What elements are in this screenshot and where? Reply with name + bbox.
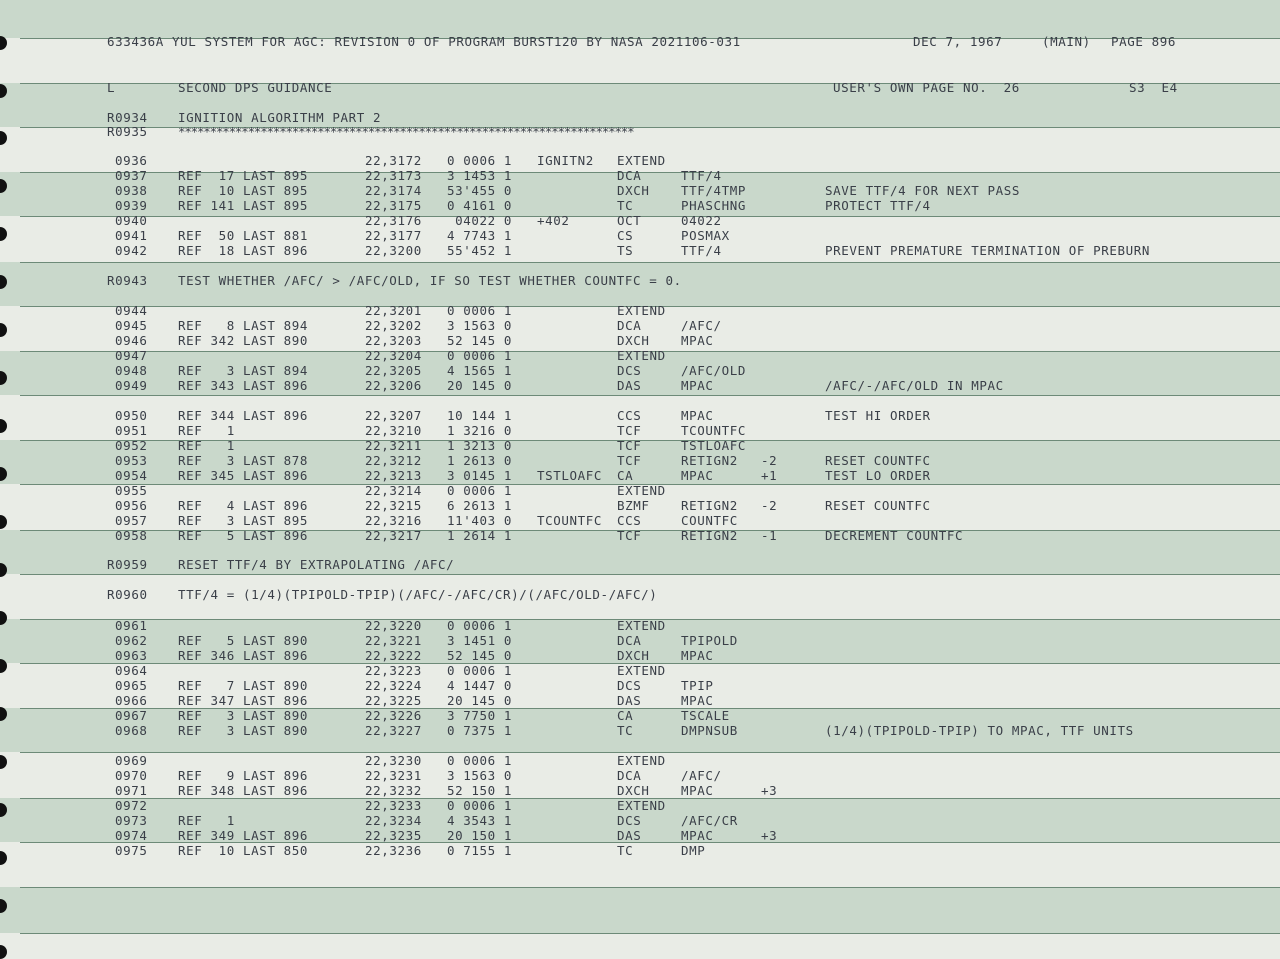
memory-address: 22,3234	[365, 813, 422, 828]
cross-reference: REF 5 LAST 890	[178, 633, 309, 648]
cross-reference: REF 345 LAST 896	[178, 468, 309, 483]
operand: TSCALE	[681, 708, 730, 723]
code-label: TCOUNTFC	[537, 513, 603, 528]
operand: MPAC	[681, 408, 714, 423]
memory-address: 22,3174	[365, 183, 422, 198]
listing-title: 633436A YUL SYSTEM FOR AGC: REVISION 0 OF PROGRAM BURST120 BY NASA 2021106-031	[107, 34, 741, 49]
opcode: DCA	[617, 318, 642, 333]
listing-section: (MAIN)	[1042, 34, 1091, 49]
opcode: DCS	[617, 363, 642, 378]
operand: COUNTFC	[681, 513, 738, 528]
page-number: PAGE 896	[1111, 34, 1177, 49]
memory-address: 22,3220	[365, 618, 422, 633]
octal-code: 55'452 1	[447, 243, 513, 258]
remark-text: TEST WHETHER /AFC/ > /AFC/OLD, IF SO TEST WHETHER COUNTFC = 0.	[178, 273, 682, 288]
opcode: DXCH	[617, 648, 650, 663]
line-number: 0944	[115, 303, 148, 318]
code-label: IGNITN2	[537, 153, 594, 168]
listing-row	[0, 814, 1280, 829]
line-number: 0940	[115, 213, 148, 228]
operand-modifier: +3	[761, 783, 778, 798]
line-number: 0953	[115, 453, 148, 468]
octal-code: 20 145 0	[447, 378, 513, 393]
octal-code: 0 7155 1	[447, 843, 513, 858]
memory-address: 22,3204	[365, 348, 422, 363]
octal-code: 52 150 1	[447, 783, 513, 798]
memory-address: 22,3172	[365, 153, 422, 168]
section-title: SECOND DPS GUIDANCE	[178, 80, 333, 95]
code-label: +402	[537, 213, 570, 228]
code-comment: RESET COUNTFC	[825, 453, 931, 468]
feed-hole-icon	[0, 36, 7, 50]
operand: /AFC/	[681, 768, 722, 783]
cross-reference: REF 5 LAST 896	[178, 528, 309, 543]
opcode: DAS	[617, 378, 642, 393]
octal-code: 3 7750 1	[447, 708, 513, 723]
octal-code: 53'455 0	[447, 183, 513, 198]
opcode: EXTEND	[617, 798, 666, 813]
octal-code: 04022 0	[447, 213, 513, 228]
code-comment: TEST LO ORDER	[825, 468, 931, 483]
cross-reference: REF 342 LAST 890	[178, 333, 309, 348]
feed-hole-icon	[0, 131, 7, 145]
operand: TTF/4TMP	[681, 183, 747, 198]
opcode: DCS	[617, 678, 642, 693]
cross-reference: REF 50 LAST 881	[178, 228, 309, 243]
line-number: 0946	[115, 333, 148, 348]
listing-row	[0, 619, 1280, 634]
memory-address: 22,3224	[365, 678, 422, 693]
operand: POSMAX	[681, 228, 730, 243]
opcode: DXCH	[617, 333, 650, 348]
opcode: EXTEND	[617, 753, 666, 768]
octal-code: 1 2613 0	[447, 453, 513, 468]
opcode: EXTEND	[617, 348, 666, 363]
opcode: BZMF	[617, 498, 650, 513]
listing-row	[0, 484, 1280, 499]
line-number: 0961	[115, 618, 148, 633]
opcode: TC	[617, 843, 634, 858]
operand: RETIGN2	[681, 528, 738, 543]
listing-row	[0, 709, 1280, 724]
memory-address: 22,3217	[365, 528, 422, 543]
line-number: 0975	[115, 843, 148, 858]
operand: MPAC	[681, 468, 714, 483]
listing-row	[0, 214, 1280, 229]
listing-row	[0, 199, 1280, 214]
opcode: TC	[617, 723, 634, 738]
line-number: 0965	[115, 678, 148, 693]
line-number: 0951	[115, 423, 148, 438]
opcode: TCF	[617, 438, 642, 453]
octal-code: 52 145 0	[447, 333, 513, 348]
listing-row	[0, 469, 1280, 484]
opcode: CCS	[617, 408, 642, 423]
cross-reference: REF 141 LAST 895	[178, 198, 309, 213]
listing-row	[0, 529, 1280, 544]
code-comment: /AFC/-/AFC/OLD IN MPAC	[825, 378, 1004, 393]
opcode: DCA	[617, 633, 642, 648]
memory-address: 22,3230	[365, 753, 422, 768]
rule-line	[20, 574, 1280, 575]
listing-row	[0, 769, 1280, 784]
octal-code: 0 0006 1	[447, 798, 513, 813]
code-label: TSTLOAFC	[537, 468, 603, 483]
listing-row	[0, 499, 1280, 514]
memory-address: 22,3213	[365, 468, 422, 483]
listing-row	[0, 169, 1280, 184]
line-number: 0936	[115, 153, 148, 168]
octal-code: 0 0006 1	[447, 348, 513, 363]
memory-address: 22,3235	[365, 828, 422, 843]
listing-row	[0, 784, 1280, 799]
line-number: 0956	[115, 498, 148, 513]
operand: MPAC	[681, 378, 714, 393]
operand-modifier: -2	[761, 498, 778, 513]
line-number: 0952	[115, 438, 148, 453]
operand: TTF/4	[681, 243, 722, 258]
operand: MPAC	[681, 783, 714, 798]
opcode: TS	[617, 243, 634, 258]
memory-address: 22,3221	[365, 633, 422, 648]
memory-address: 22,3231	[365, 768, 422, 783]
octal-code: 4 7743 1	[447, 228, 513, 243]
listing-row	[0, 694, 1280, 709]
memory-address: 22,3173	[365, 168, 422, 183]
line-number: 0971	[115, 783, 148, 798]
listing-row	[0, 409, 1280, 424]
operand-modifier: +3	[761, 828, 778, 843]
line-number: 0969	[115, 753, 148, 768]
octal-code: 0 0006 1	[447, 483, 513, 498]
rule-line	[20, 933, 1280, 934]
octal-code: 1 3213 0	[447, 438, 513, 453]
cross-reference: REF 346 LAST 896	[178, 648, 309, 663]
cross-reference: REF 3 LAST 890	[178, 708, 309, 723]
operand: MPAC	[681, 333, 714, 348]
green-band	[0, 887, 1280, 933]
opcode: TCF	[617, 423, 642, 438]
line-number: 0949	[115, 378, 148, 393]
line-number: 0954	[115, 468, 148, 483]
users-page-number: USER'S OWN PAGE NO. 26	[833, 80, 1020, 95]
log-marker: L	[107, 80, 116, 95]
operand: MPAC	[681, 648, 714, 663]
line-number: 0964	[115, 663, 148, 678]
cross-reference: REF 1	[178, 813, 235, 828]
line-number: 0973	[115, 813, 148, 828]
listing-row	[0, 649, 1280, 664]
memory-address: 22,3201	[365, 303, 422, 318]
line-number: 0942	[115, 243, 148, 258]
listing-row	[0, 349, 1280, 364]
octal-code: 0 0006 1	[447, 618, 513, 633]
remark-line-number: R0959	[107, 557, 148, 572]
listing-row	[0, 379, 1280, 394]
cross-reference: REF 17 LAST 895	[178, 168, 309, 183]
cross-reference: REF 9 LAST 896	[178, 768, 309, 783]
octal-code: 0 0006 1	[447, 753, 513, 768]
octal-code: 52 145 0	[447, 648, 513, 663]
code-comment: (1/4)(TPIPOLD-TPIP) TO MPAC, TTF UNITS	[825, 723, 1134, 738]
cross-reference: REF 343 LAST 896	[178, 378, 309, 393]
cross-reference: REF 1	[178, 438, 235, 453]
opcode: EXTEND	[617, 618, 666, 633]
opcode: CCS	[617, 513, 642, 528]
rule-line	[20, 887, 1280, 888]
code-comment: PROTECT TTF/4	[825, 198, 931, 213]
cross-reference: REF 7 LAST 890	[178, 678, 309, 693]
opcode: CA	[617, 468, 634, 483]
line-number: 0957	[115, 513, 148, 528]
octal-code: 0 7375 1	[447, 723, 513, 738]
code-comment: DECREMENT COUNTFC	[825, 528, 964, 543]
operand: 04022	[681, 213, 722, 228]
cross-reference: REF 348 LAST 896	[178, 783, 309, 798]
memory-address: 22,3233	[365, 798, 422, 813]
memory-address: 22,3211	[365, 438, 422, 453]
code-comment: TEST HI ORDER	[825, 408, 931, 423]
operand: DMPNSUB	[681, 723, 738, 738]
operand: RETIGN2	[681, 453, 738, 468]
opcode: TCF	[617, 453, 642, 468]
octal-code: 4 1447 0	[447, 678, 513, 693]
memory-address: 22,3214	[365, 483, 422, 498]
cross-reference: REF 344 LAST 896	[178, 408, 309, 423]
opcode: DXCH	[617, 783, 650, 798]
listing-date: DEC 7, 1967	[913, 34, 1003, 49]
octal-code: 20 145 0	[447, 693, 513, 708]
memory-address: 22,3210	[365, 423, 422, 438]
memory-address: 22,3223	[365, 663, 422, 678]
line-number: 0974	[115, 828, 148, 843]
listing-row	[0, 829, 1280, 844]
operand: /AFC/OLD	[681, 363, 747, 378]
octal-code: 1 3216 0	[447, 423, 513, 438]
memory-address: 22,3215	[365, 498, 422, 513]
remark-text: IGNITION ALGORITHM PART 2	[178, 110, 382, 125]
cross-reference: REF 18 LAST 896	[178, 243, 309, 258]
octal-code: 6 2613 1	[447, 498, 513, 513]
opcode: DAS	[617, 693, 642, 708]
line-number: 0945	[115, 318, 148, 333]
line-number: 0968	[115, 723, 148, 738]
listing-row	[0, 304, 1280, 319]
octal-code: 20 150 1	[447, 828, 513, 843]
code-comment: RESET COUNTFC	[825, 498, 931, 513]
remark-line-number: R0943	[107, 273, 148, 288]
octal-code: 1 2614 1	[447, 528, 513, 543]
octal-code: 0 0006 1	[447, 153, 513, 168]
opcode: OCT	[617, 213, 642, 228]
line-number: 0948	[115, 363, 148, 378]
operand-modifier: -1	[761, 528, 778, 543]
memory-address: 22,3206	[365, 378, 422, 393]
opcode: DAS	[617, 828, 642, 843]
octal-code: 0 0006 1	[447, 663, 513, 678]
cross-reference: REF 349 LAST 896	[178, 828, 309, 843]
opcode: CA	[617, 708, 634, 723]
line-number: 0970	[115, 768, 148, 783]
operand: /AFC/	[681, 318, 722, 333]
opcode: EXTEND	[617, 303, 666, 318]
opcode: DCA	[617, 768, 642, 783]
line-number: 0966	[115, 693, 148, 708]
cross-reference: REF 1	[178, 423, 235, 438]
listing-row	[0, 724, 1280, 739]
memory-address: 22,3222	[365, 648, 422, 663]
listing-row	[0, 439, 1280, 454]
opcode: DCS	[617, 813, 642, 828]
operand: TPIPOLD	[681, 633, 738, 648]
listing-row	[0, 634, 1280, 649]
operand: TCOUNTFC	[681, 423, 747, 438]
line-number: 0947	[115, 348, 148, 363]
line-number: 0939	[115, 198, 148, 213]
listing-row	[0, 424, 1280, 439]
opcode: TCF	[617, 528, 642, 543]
operand: TPIP	[681, 678, 714, 693]
octal-code: 4 1565 1	[447, 363, 513, 378]
octal-code: 3 1563 0	[447, 318, 513, 333]
listing-row	[0, 679, 1280, 694]
code-comment: PREVENT PREMATURE TERMINATION OF PREBURN	[825, 243, 1151, 258]
octal-code: 3 1453 1	[447, 168, 513, 183]
memory-address: 22,3202	[365, 318, 422, 333]
line-number: 0937	[115, 168, 148, 183]
remark-line-number: R0935	[107, 124, 148, 139]
listing-row	[0, 844, 1280, 859]
cross-reference: REF 8 LAST 894	[178, 318, 309, 333]
octal-code: 0 0006 1	[447, 303, 513, 318]
operand: MPAC	[681, 693, 714, 708]
memory-address: 22,3227	[365, 723, 422, 738]
listing-row	[0, 334, 1280, 349]
octal-code: 11'403 0	[447, 513, 513, 528]
memory-address: 22,3205	[365, 363, 422, 378]
cross-reference: REF 347 LAST 896	[178, 693, 309, 708]
remark-line-number: R0960	[107, 587, 148, 602]
memory-address: 22,3225	[365, 693, 422, 708]
feed-hole-icon	[0, 945, 7, 959]
memory-address: 22,3236	[365, 843, 422, 858]
octal-code: 10 144 1	[447, 408, 513, 423]
listing-row	[0, 514, 1280, 529]
operand: DMP	[681, 843, 706, 858]
octal-code: 3 0145 1	[447, 468, 513, 483]
listing-row	[0, 319, 1280, 334]
opcode: DXCH	[617, 183, 650, 198]
line-number: 0938	[115, 183, 148, 198]
remark-text: TTF/4 = (1/4)(TPIPOLD-TPIP)(/AFC/-/AFC/CR)/(/AFC/OLD-/AFC/)	[178, 587, 658, 602]
memory-address: 22,3232	[365, 783, 422, 798]
memory-address: 22,3200	[365, 243, 422, 258]
memory-address: 22,3216	[365, 513, 422, 528]
operand: RETIGN2	[681, 498, 738, 513]
rule-line	[20, 262, 1280, 263]
listing-row	[0, 154, 1280, 169]
listing-row	[0, 244, 1280, 259]
memory-address: 22,3226	[365, 708, 422, 723]
listing-row	[0, 184, 1280, 199]
remark-text: RESET TTF/4 BY EXTRAPOLATING /AFC/	[178, 557, 455, 572]
line-number: 0941	[115, 228, 148, 243]
line-number: 0962	[115, 633, 148, 648]
operand: PHASCHNG	[681, 198, 747, 213]
line-number: 0950	[115, 408, 148, 423]
operand-modifier: -2	[761, 453, 778, 468]
listing-row	[0, 229, 1280, 244]
opcode: EXTEND	[617, 153, 666, 168]
memory-address: 22,3203	[365, 333, 422, 348]
line-number: 0958	[115, 528, 148, 543]
cross-reference: REF 3 LAST 895	[178, 513, 309, 528]
code-comment: SAVE TTF/4 FOR NEXT PASS	[825, 183, 1021, 198]
listing-row	[0, 799, 1280, 814]
cross-reference: REF 10 LAST 850	[178, 843, 309, 858]
operand: TTF/4	[681, 168, 722, 183]
sheet-code: S3 E4	[1129, 80, 1178, 95]
listing-row	[0, 454, 1280, 469]
operand-modifier: +1	[761, 468, 778, 483]
remark-stars: ************************************************************************	[178, 124, 634, 139]
octal-code: 3 1563 0	[447, 768, 513, 783]
opcode: EXTEND	[617, 663, 666, 678]
remark-line-number: R0934	[107, 110, 148, 125]
operand: /AFC/CR	[681, 813, 738, 828]
memory-address: 22,3207	[365, 408, 422, 423]
listing-row	[0, 664, 1280, 679]
octal-code: 4 3543 1	[447, 813, 513, 828]
memory-address: 22,3177	[365, 228, 422, 243]
octal-code: 0 4161 0	[447, 198, 513, 213]
opcode: TC	[617, 198, 634, 213]
line-number: 0972	[115, 798, 148, 813]
opcode: EXTEND	[617, 483, 666, 498]
memory-address: 22,3212	[365, 453, 422, 468]
cross-reference: REF 10 LAST 895	[178, 183, 309, 198]
octal-code: 3 1451 0	[447, 633, 513, 648]
listing-row	[0, 364, 1280, 379]
opcode: DCA	[617, 168, 642, 183]
listing-row	[0, 754, 1280, 769]
memory-address: 22,3175	[365, 198, 422, 213]
opcode: CS	[617, 228, 634, 243]
line-number: 0955	[115, 483, 148, 498]
line-number: 0967	[115, 708, 148, 723]
cross-reference: REF 3 LAST 890	[178, 723, 309, 738]
green-band	[0, 0, 1280, 38]
cross-reference: REF 3 LAST 894	[178, 363, 309, 378]
cross-reference: REF 4 LAST 896	[178, 498, 309, 513]
memory-address: 22,3176	[365, 213, 422, 228]
operand: MPAC	[681, 828, 714, 843]
cross-reference: REF 3 LAST 878	[178, 453, 309, 468]
line-number: 0963	[115, 648, 148, 663]
rule-line	[20, 395, 1280, 396]
operand: TSTLOAFC	[681, 438, 747, 453]
